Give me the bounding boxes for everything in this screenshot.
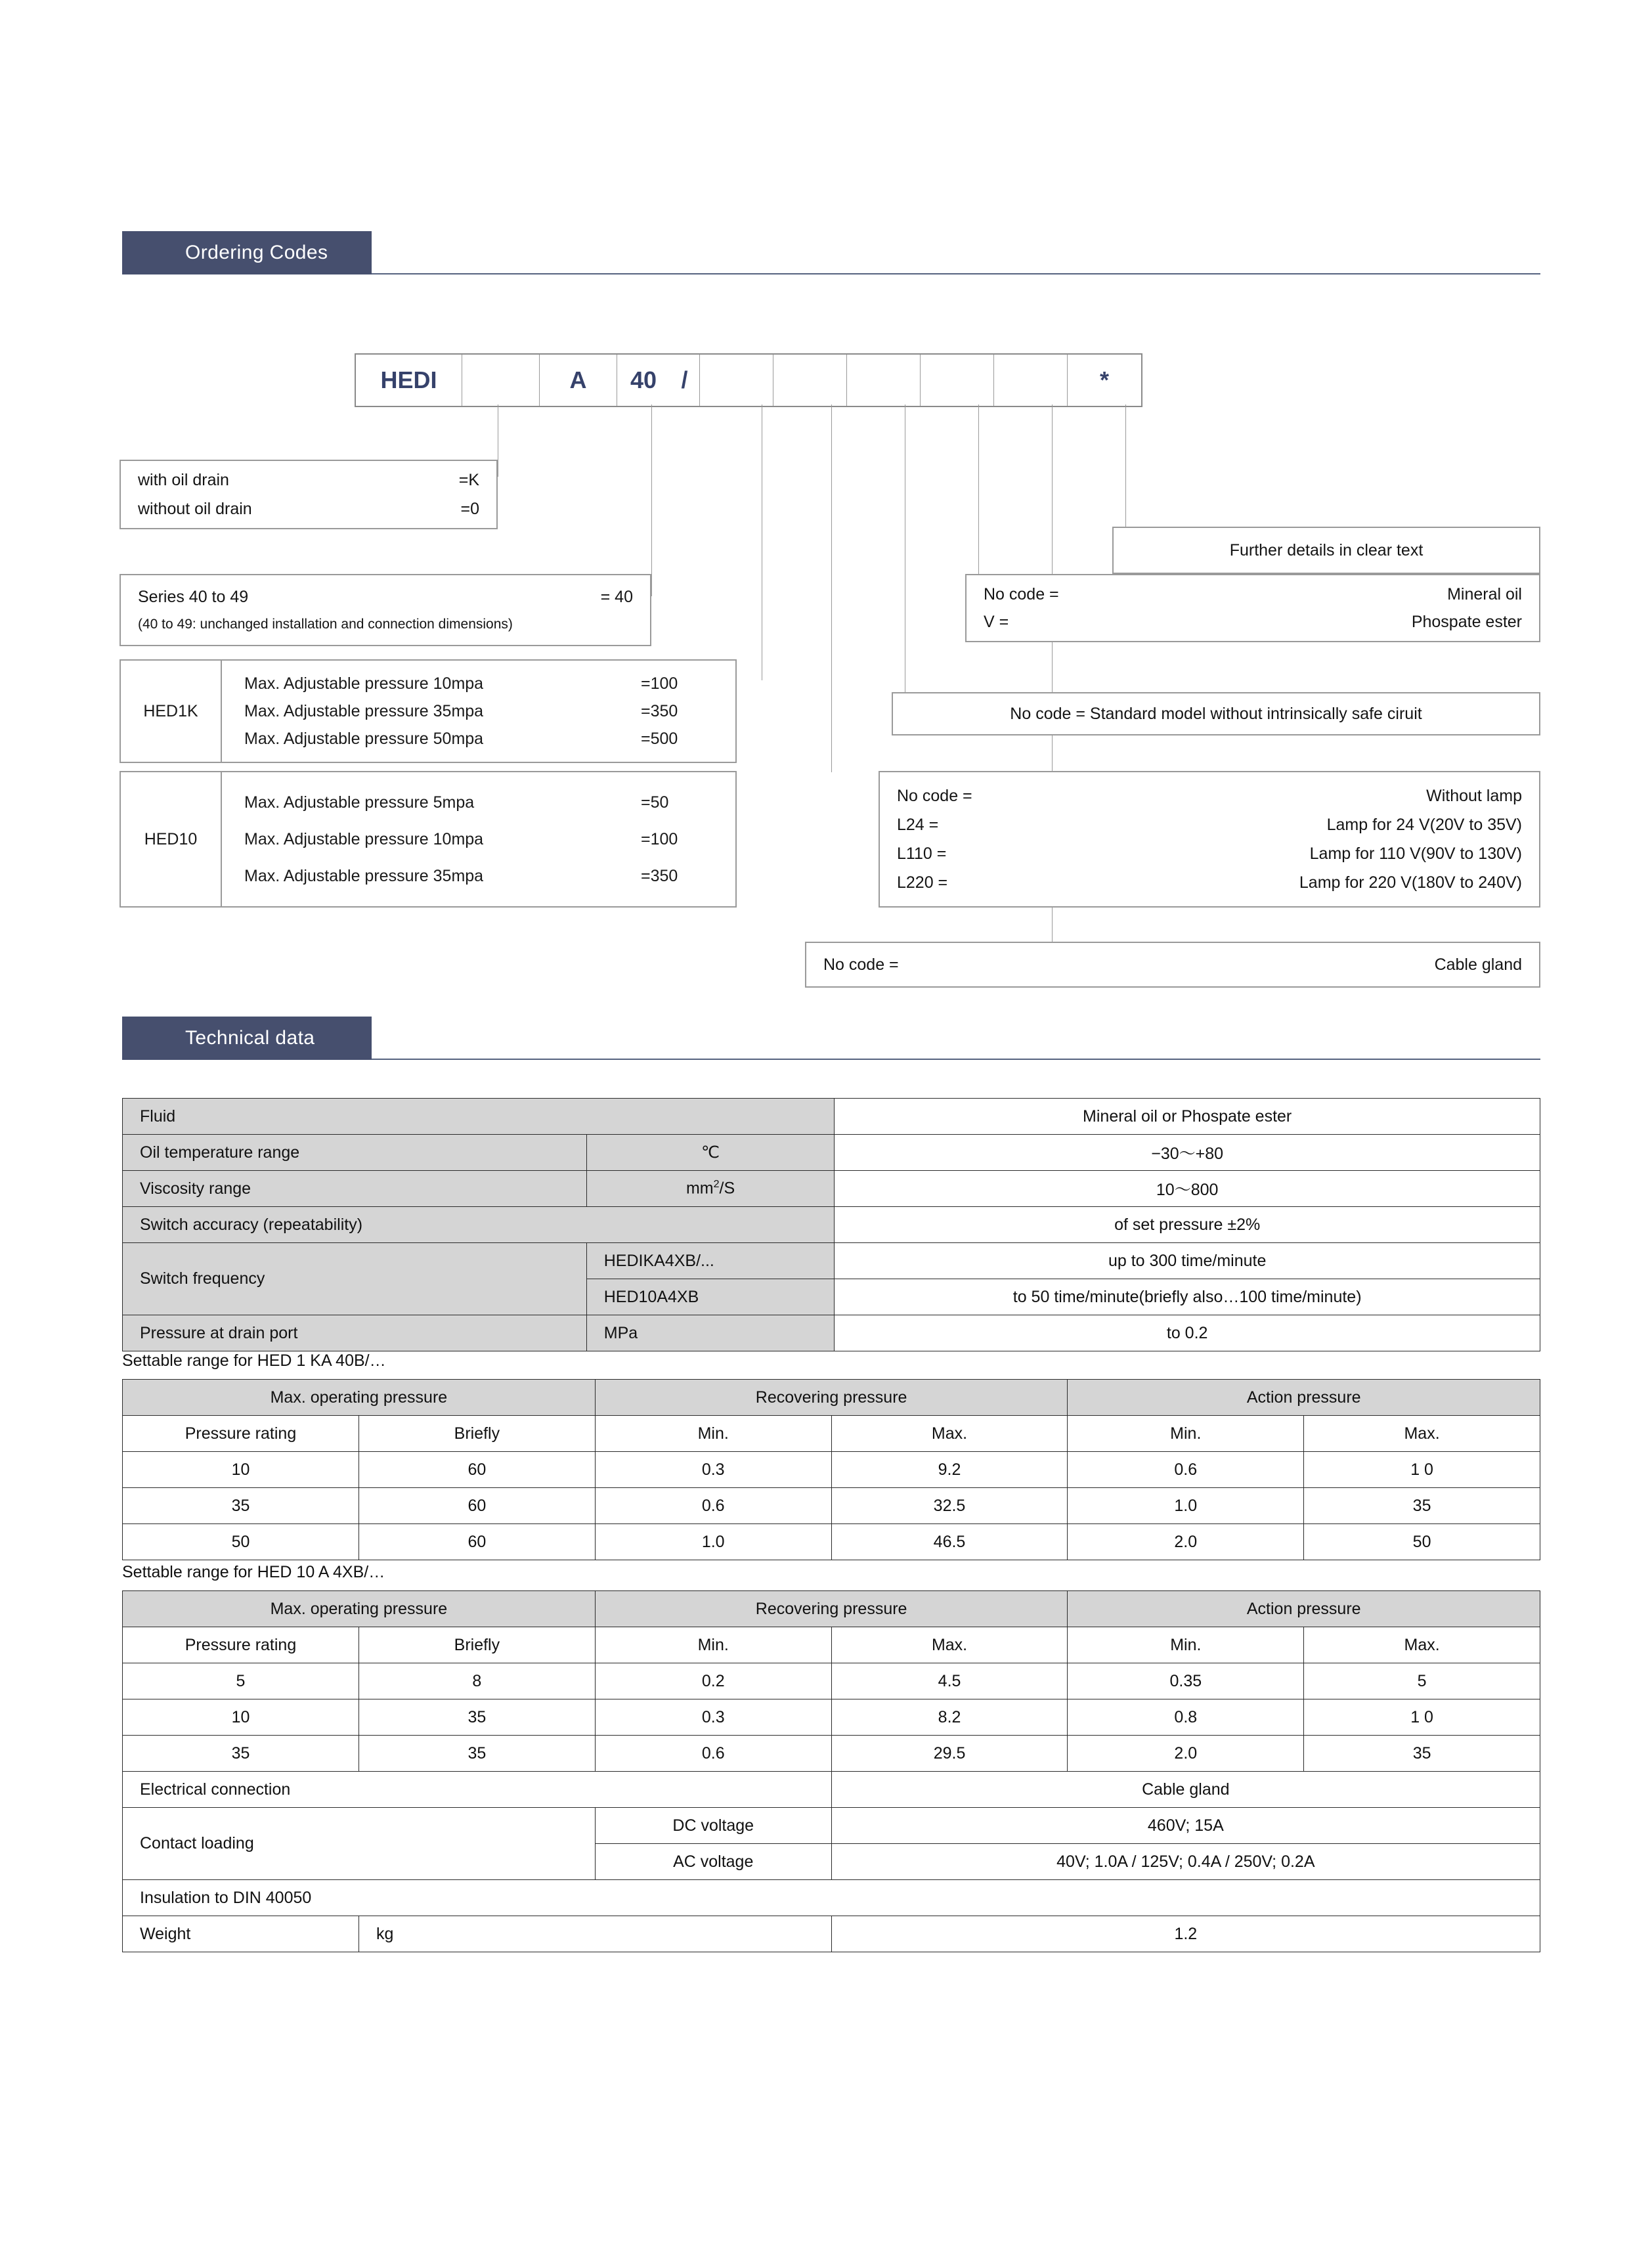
sr1-cell: 50 (1304, 1524, 1540, 1560)
code-cell-oil-drain[interactable] (462, 355, 540, 406)
lamp-box (879, 771, 1540, 908)
hed10-code-2: =350 (641, 867, 678, 885)
sr2-cell: 2.0 (1068, 1736, 1304, 1772)
series-row (121, 582, 650, 611)
ordering-codes-section-header (122, 231, 1540, 274)
oil-drain-label-0: with oil drain (138, 470, 229, 489)
sr1-cell: 0.3 (595, 1452, 831, 1488)
hed10-code-1: =100 (641, 830, 678, 848)
table-row (123, 1416, 1540, 1452)
tech-value-switch-freq-2: to 50 time/minute(briefly also…100 time/minute) (835, 1279, 1540, 1315)
fluid-type-row (967, 608, 1539, 636)
clear-text-box (1112, 527, 1540, 574)
table-row (123, 1315, 1540, 1351)
sr2-cell: 5 (123, 1663, 359, 1699)
sr1-cell: 60 (359, 1524, 595, 1560)
table-row (123, 1736, 1540, 1772)
sr1-cell: 35 (123, 1488, 359, 1524)
series-note: (40 to 49: unchanged installation and connection dimensions) (138, 617, 513, 632)
ordering-code-bar (355, 353, 1142, 407)
lamp-label-1: Lamp for 24 V(20V to 35V) (1326, 815, 1522, 834)
series-code: = 40 (600, 587, 633, 606)
code-cell-lamp[interactable] (773, 355, 847, 406)
table-row (123, 1380, 1540, 1416)
sr1-col-5: Max. (1304, 1416, 1540, 1452)
sr2-group-header-0: Max. operating pressure (123, 1591, 596, 1627)
hed10-row (222, 784, 735, 821)
sr1-col-2: Min. (595, 1416, 831, 1452)
sr2-cell: 0.8 (1068, 1699, 1304, 1736)
lamp-code-2: L110 = (897, 844, 947, 863)
tech-name-switch-frequency: Switch frequency (123, 1243, 587, 1315)
lamp-code-1: L24 = (897, 815, 939, 834)
hed10-label-1: Max. Adjustable pressure 10mpa (244, 830, 484, 848)
oil-drain-box (120, 460, 498, 529)
oil-drain-row (121, 494, 496, 523)
hed10-row (222, 821, 735, 858)
tech-name-switch-accuracy: Switch accuracy (repeatability) (123, 1207, 835, 1243)
table-row (123, 1808, 1540, 1844)
tech-unit-oil-temp: ℃ (586, 1135, 835, 1171)
series-box (120, 574, 651, 646)
code-cell-fluid[interactable] (921, 355, 994, 406)
sr2-cell: 0.6 (595, 1736, 831, 1772)
table-row (123, 1243, 1540, 1279)
tech-name-viscosity: Viscosity range (123, 1171, 587, 1207)
table-row (123, 1880, 1540, 1916)
lamp-label-0: Without lamp (1426, 786, 1522, 805)
hed10-row (222, 858, 735, 894)
insulation-label: Insulation to DIN 40050 (123, 1880, 1540, 1916)
ordering-codes-banner-label: Ordering Codes (122, 231, 372, 274)
viscosity-unit-base: mm (685, 1179, 714, 1198)
table-row (123, 1171, 1540, 1207)
leader-line-series (651, 405, 652, 596)
fluid-type-box (965, 574, 1540, 642)
code-cell-series[interactable]: 40 (630, 366, 657, 393)
hed1k-label-1: Max. Adjustable pressure 35mpa (244, 702, 484, 720)
dc-voltage-label: DC voltage (595, 1808, 831, 1844)
code-cell-a[interactable]: A (540, 355, 617, 406)
sr1-cell: 60 (359, 1452, 595, 1488)
lamp-code-0: No code = (897, 786, 972, 805)
leader-line-fluid (978, 405, 979, 575)
hed1k-row (222, 670, 735, 697)
tech-value-drain-pressure: to 0.2 (835, 1315, 1540, 1351)
technical-data-header-rule (372, 1059, 1540, 1060)
table-row (123, 1207, 1540, 1243)
sr2-cell: 8.2 (831, 1699, 1068, 1736)
sr1-group-header-1: Recovering pressure (595, 1380, 1068, 1416)
sr2-group-header-2: Action pressure (1068, 1591, 1540, 1627)
hed10-code-0: =50 (641, 793, 669, 812)
dc-voltage-value: 460V; 15A (831, 1808, 1540, 1844)
table-row (123, 1663, 1540, 1699)
hed1k-code-0: =100 (641, 674, 678, 693)
settable-range-1-caption: Settable range for HED 1 KA 40B/… (122, 1351, 386, 1370)
table-row (123, 1488, 1540, 1524)
sr1-col-3: Max. (831, 1416, 1068, 1452)
table-row (123, 1524, 1540, 1560)
hed10-label-2: Max. Adjustable pressure 35mpa (244, 867, 484, 885)
sr2-col-2: Min. (595, 1627, 831, 1663)
sr2-group-header-1: Recovering pressure (595, 1591, 1068, 1627)
lamp-code-3: L220 = (897, 873, 948, 892)
connection-row (806, 955, 1539, 975)
hed10-name: HED10 (121, 772, 222, 906)
weight-label: Weight (123, 1916, 359, 1952)
sr2-cell: 8 (359, 1663, 595, 1699)
sr1-cell: 32.5 (831, 1488, 1068, 1524)
tech-name-fluid: Fluid (123, 1099, 835, 1135)
oil-drain-code-1: =0 (460, 499, 479, 518)
tech-name-drain-pressure: Pressure at drain port (123, 1315, 587, 1351)
sr1-cell: 9.2 (831, 1452, 1068, 1488)
sr1-cell: 1 0 (1304, 1452, 1540, 1488)
sr1-cell: 2.0 (1068, 1524, 1304, 1560)
technical-data-section-header (122, 1017, 1540, 1060)
sr2-cell: 35 (359, 1699, 595, 1736)
ordering-codes-header-rule (372, 273, 1540, 274)
contact-loading-label: Contact loading (123, 1808, 596, 1880)
code-cell-slash: / (670, 355, 700, 406)
tech-value-oil-temp: −30〜+80 (835, 1135, 1540, 1171)
oil-drain-row (121, 466, 496, 494)
table-row (123, 1591, 1540, 1627)
lamp-row (880, 839, 1539, 868)
sr2-cell: 35 (123, 1736, 359, 1772)
sr1-cell: 0.6 (595, 1488, 831, 1524)
connection-label-0: Cable gland (1434, 955, 1522, 974)
sr2-cell: 0.2 (595, 1663, 831, 1699)
connection-code-0: No code = (823, 955, 899, 974)
lamp-label-3: Lamp for 220 V(180V to 240V) (1299, 873, 1522, 892)
sr2-cell: 10 (123, 1699, 359, 1736)
safe-circuit-box (892, 692, 1540, 735)
fluid-type-code-1: V = (984, 612, 1009, 631)
sr2-col-3: Max. (831, 1627, 1068, 1663)
code-cell-hedi[interactable]: HEDI (356, 355, 462, 406)
hed1k-code-2: =500 (641, 730, 678, 748)
table-row (123, 1772, 1540, 1808)
oil-drain-label-1: without oil drain (138, 499, 252, 518)
sr2-col-4: Min. (1068, 1627, 1304, 1663)
sr1-col-0: Pressure rating (123, 1416, 359, 1452)
settable-range-2-table (122, 1590, 1540, 1952)
settable-range-1-table (122, 1379, 1540, 1560)
sr1-cell: 0.6 (1068, 1452, 1304, 1488)
fluid-type-label-1: Phospate ester (1411, 612, 1522, 631)
sr1-group-header-0: Max. operating pressure (123, 1380, 596, 1416)
sr2-cell: 35 (1304, 1736, 1540, 1772)
series-label: Series 40 to 49 (138, 587, 249, 606)
viscosity-unit-tail: /S (719, 1179, 735, 1198)
hed1k-name: HED1K (121, 661, 222, 762)
weight-value: 1.2 (831, 1916, 1540, 1952)
lamp-row (880, 810, 1539, 839)
sr1-cell: 46.5 (831, 1524, 1068, 1560)
hed1k-label-2: Max. Adjustable pressure 50mpa (244, 730, 484, 748)
fluid-type-row (967, 581, 1539, 608)
sr1-cell: 1.0 (1068, 1488, 1304, 1524)
oil-drain-code-0: =K (458, 470, 479, 489)
sr1-cell: 35 (1304, 1488, 1540, 1524)
series-note-row (121, 611, 650, 638)
tech-value-switch-freq-1: up to 300 time/minute (835, 1243, 1540, 1279)
lamp-row (880, 781, 1539, 810)
sr2-cell: 5 (1304, 1663, 1540, 1699)
sr1-col-4: Min. (1068, 1416, 1304, 1452)
lamp-label-2: Lamp for 110 V(90V to 130V) (1309, 844, 1522, 863)
sr2-cell: 1 0 (1304, 1699, 1540, 1736)
tech-unit-viscosity (586, 1171, 835, 1207)
table-row (123, 1099, 1540, 1135)
table-row (123, 1627, 1540, 1663)
sr1-cell: 60 (359, 1488, 595, 1524)
hed1k-row (222, 697, 735, 725)
weight-unit: kg (359, 1916, 831, 1952)
code-cell-safe-circuit[interactable] (847, 355, 921, 406)
technical-data-table (122, 1098, 1540, 1351)
code-cell-connection[interactable] (994, 355, 1068, 406)
leader-line-lamp (831, 405, 832, 772)
ac-voltage-label: AC voltage (595, 1844, 831, 1880)
connection-box (805, 942, 1540, 988)
sr1-cell: 10 (123, 1452, 359, 1488)
sr2-cell: 0.3 (595, 1699, 831, 1736)
table-row (123, 1135, 1540, 1171)
viscosity-unit-sup: 2 (713, 1179, 720, 1191)
sr2-cell: 0.35 (1068, 1663, 1304, 1699)
leader-line-cleartext (1125, 405, 1126, 528)
tech-unit-drain-pressure: MPa (586, 1315, 835, 1351)
electrical-connection-value: Cable gland (831, 1772, 1540, 1808)
hed1k-row (222, 725, 735, 753)
settable-range-2-caption: Settable range for HED 10 A 4XB/… (122, 1563, 385, 1581)
safe-circuit-label: No code = Standard model without intrinsically safe ciruit (1010, 704, 1422, 723)
sr2-cell: 35 (359, 1736, 595, 1772)
tech-name-oil-temp: Oil temperature range (123, 1135, 587, 1171)
hed10-label-0: Max. Adjustable pressure 5mpa (244, 793, 475, 812)
technical-data-banner-label: Technical data (122, 1017, 372, 1060)
tech-unit-switch-freq-2: HED10A4XB (586, 1279, 835, 1315)
sr1-col-1: Briefly (359, 1416, 595, 1452)
table-row (123, 1452, 1540, 1488)
sr2-cell: 4.5 (831, 1663, 1068, 1699)
tech-value-fluid: Mineral oil or Phospate ester (835, 1099, 1540, 1135)
fluid-type-label-0: Mineral oil (1447, 584, 1522, 603)
code-cell-asterisk[interactable]: * (1099, 366, 1109, 393)
tech-value-switch-accuracy: of set pressure ±2% (835, 1207, 1540, 1243)
lamp-row (880, 868, 1539, 897)
electrical-connection-label: Electrical connection (123, 1772, 832, 1808)
hed1k-box (120, 659, 737, 763)
hed10-box (120, 771, 737, 908)
table-row (123, 1916, 1540, 1952)
sr1-cell: 1.0 (595, 1524, 831, 1560)
table-row (123, 1699, 1540, 1736)
hed1k-label-0: Max. Adjustable pressure 10mpa (244, 674, 484, 693)
sr1-group-header-2: Action pressure (1068, 1380, 1540, 1416)
sr1-cell: 50 (123, 1524, 359, 1560)
ac-voltage-value: 40V; 1.0A / 125V; 0.4A / 250V; 0.2A (831, 1844, 1540, 1880)
sr2-cell: 29.5 (831, 1736, 1068, 1772)
hed1k-code-1: =350 (641, 702, 678, 720)
sr2-col-0: Pressure rating (123, 1627, 359, 1663)
fluid-type-code-0: No code = (984, 584, 1059, 603)
tech-value-viscosity: 10〜800 (835, 1171, 1540, 1207)
tech-unit-switch-freq-1: HEDIKA4XB/... (586, 1243, 835, 1279)
sr2-col-1: Briefly (359, 1627, 595, 1663)
code-cell-pressure[interactable] (700, 355, 773, 406)
clear-text-label: Further details in clear text (1229, 540, 1424, 559)
sr2-col-5: Max. (1304, 1627, 1540, 1663)
